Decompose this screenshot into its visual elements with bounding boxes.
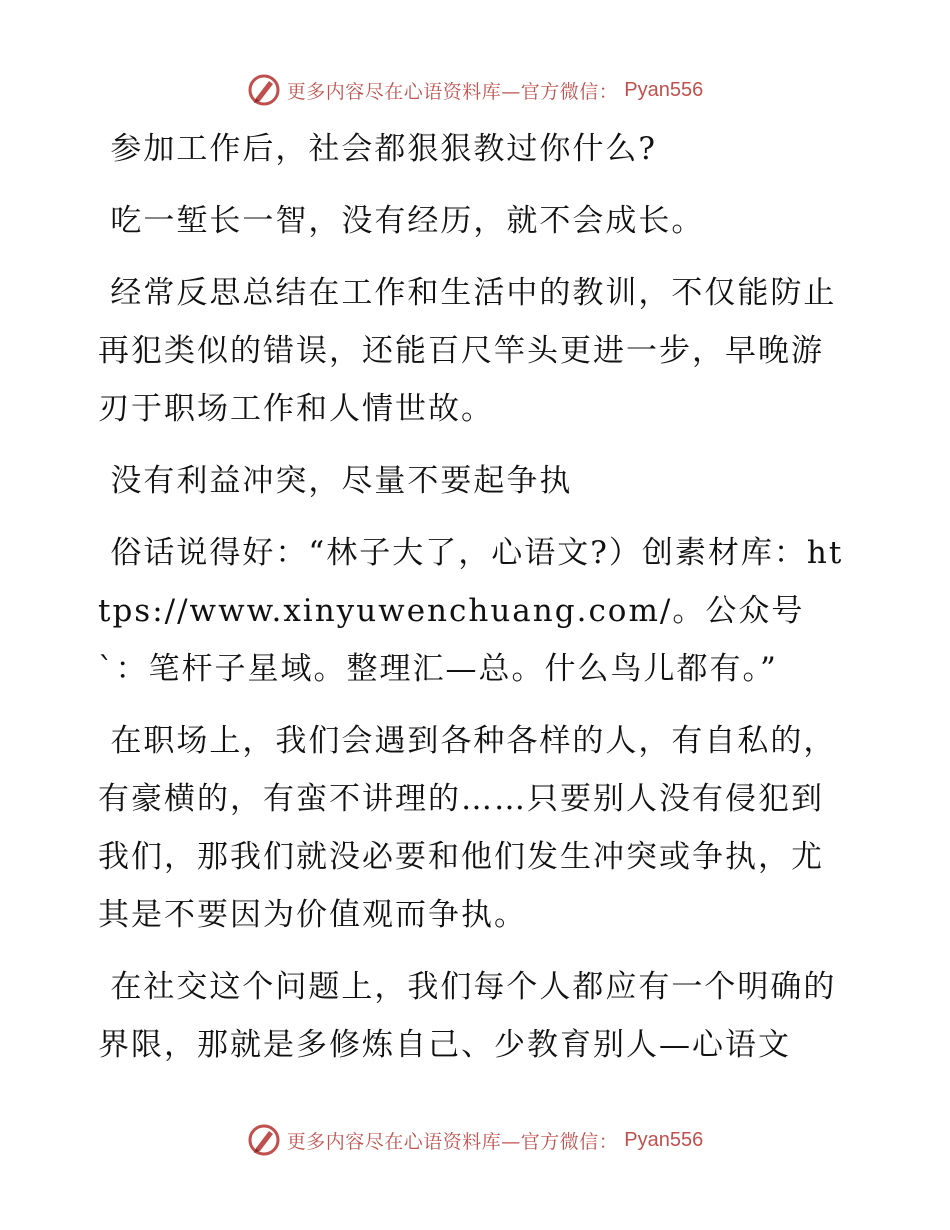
watermark-text: 更多内容尽在心语资料库—官方微信： xyxy=(286,1130,619,1153)
footer-watermark xyxy=(0,1120,950,1160)
watermark-handle: Pyan556 xyxy=(624,78,704,101)
document-body xyxy=(98,120,850,1088)
watermark-text: 更多内容尽在心语资料库—官方微信： xyxy=(286,80,619,103)
paragraph: 没有利益冲突，尽量不要起争执 xyxy=(110,463,573,499)
watermark-handle: Pyan556 xyxy=(624,1128,704,1151)
paragraph: 俗话说得好：“林子大了，心语文?）创素材库：https://www.xinyuwenchuang.com/。公众号`：笔杆子星域。整理汇—总。什么鸟儿都有。” xyxy=(98,535,844,687)
pen-logo-icon xyxy=(247,73,281,107)
pen-logo-icon xyxy=(247,1123,281,1157)
header-watermark xyxy=(0,70,950,110)
paragraph: 经常反思总结在工作和生活中的教训，不仅能防止再犯类似的错误，还能百尺竿头更进一步，早晚游刃于职场工作和人情世故。 xyxy=(98,275,837,427)
paragraph: 在社交这个问题上，我们每个人都应有一个明确的界限，那就是多修炼自己、少教育别人—心语文 xyxy=(98,969,837,1063)
paragraph: 参加工作后，社会都狠狠教过你什么? xyxy=(110,131,658,167)
paragraph: 吃一堑长一智，没有经历，就不会成长。 xyxy=(110,203,705,239)
paragraph: 在职场上，我们会遇到各种各样的人，有自私的，有豪横的，有蛮不讲理的……只要别人没有侵犯到我们，那我们就没必要和他们发生冲突或争执，尤其是不要因为价值观而争执。 xyxy=(98,723,837,933)
